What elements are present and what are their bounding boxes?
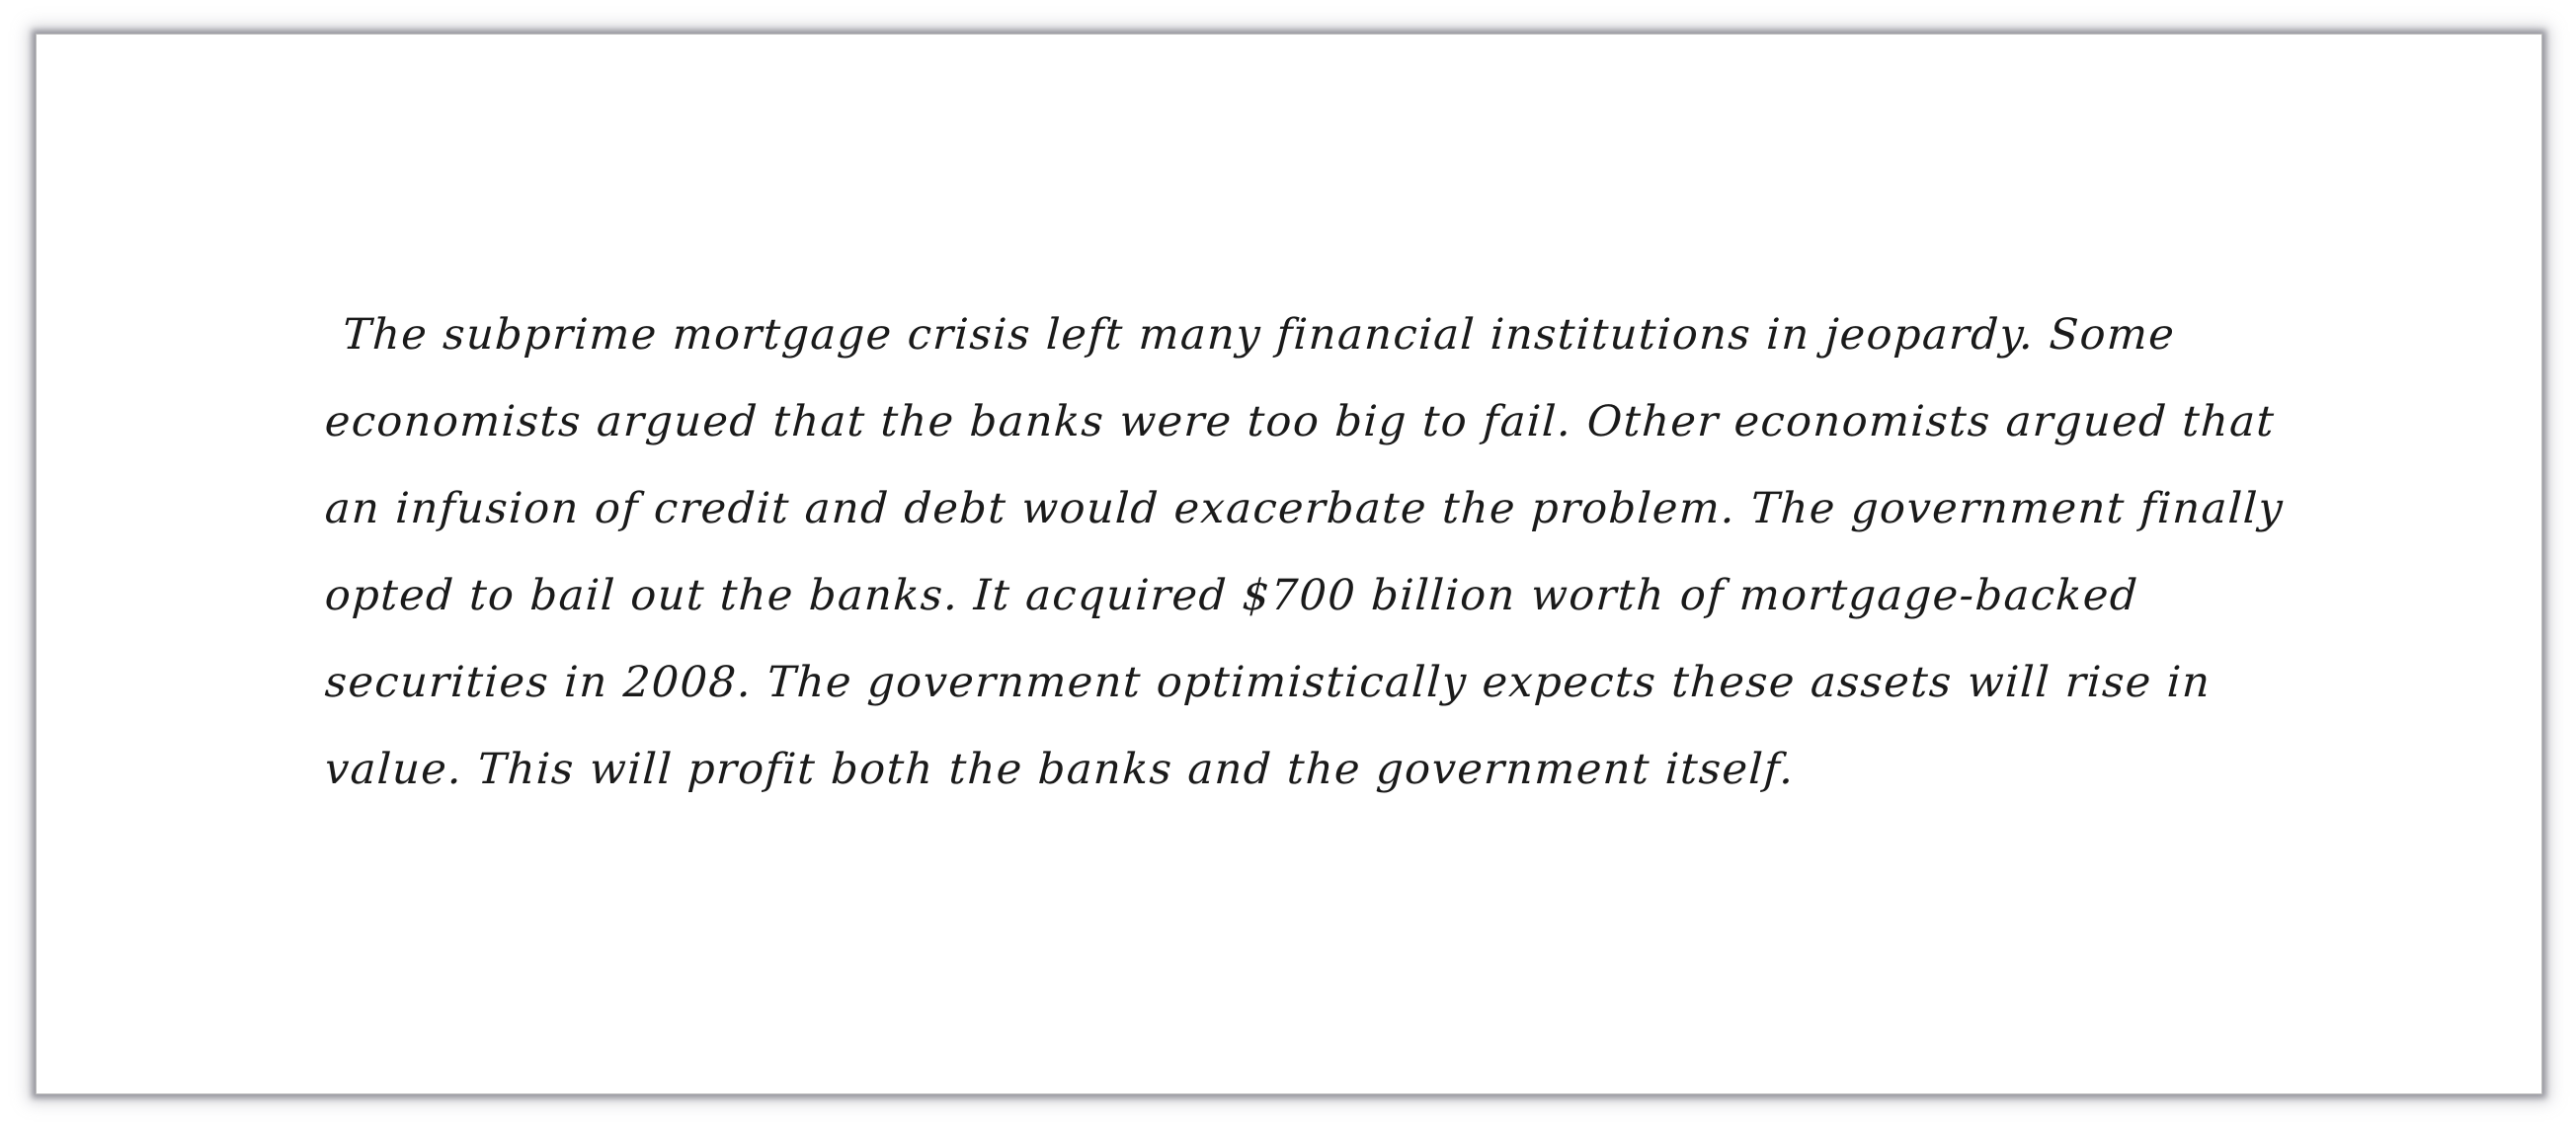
- paragraph-line-4: opted to bail out the banks. It acquired $700 billion worth of mortgage-backed: [323, 571, 2140, 620]
- paragraph-line-5: securities in 2008. The government optimistically expects these assets will rise in: [323, 658, 2213, 707]
- paragraph-line-2: economists argued that the banks were too big to fail. Other economists argued that: [323, 397, 2277, 446]
- paragraph-line-1: The subprime mortgage crisis left many financial institutions in jeopardy. Some: [341, 310, 2177, 360]
- paragraph-line-3: an infusion of credit and debt would exacerbate the problem. The government finally: [323, 484, 2286, 533]
- handwritten-paragraph: [325, 291, 2340, 813]
- paper-sheet: [36, 34, 2542, 1094]
- paragraph-line-6: value. This will profit both the banks and the government itself.: [323, 745, 1797, 794]
